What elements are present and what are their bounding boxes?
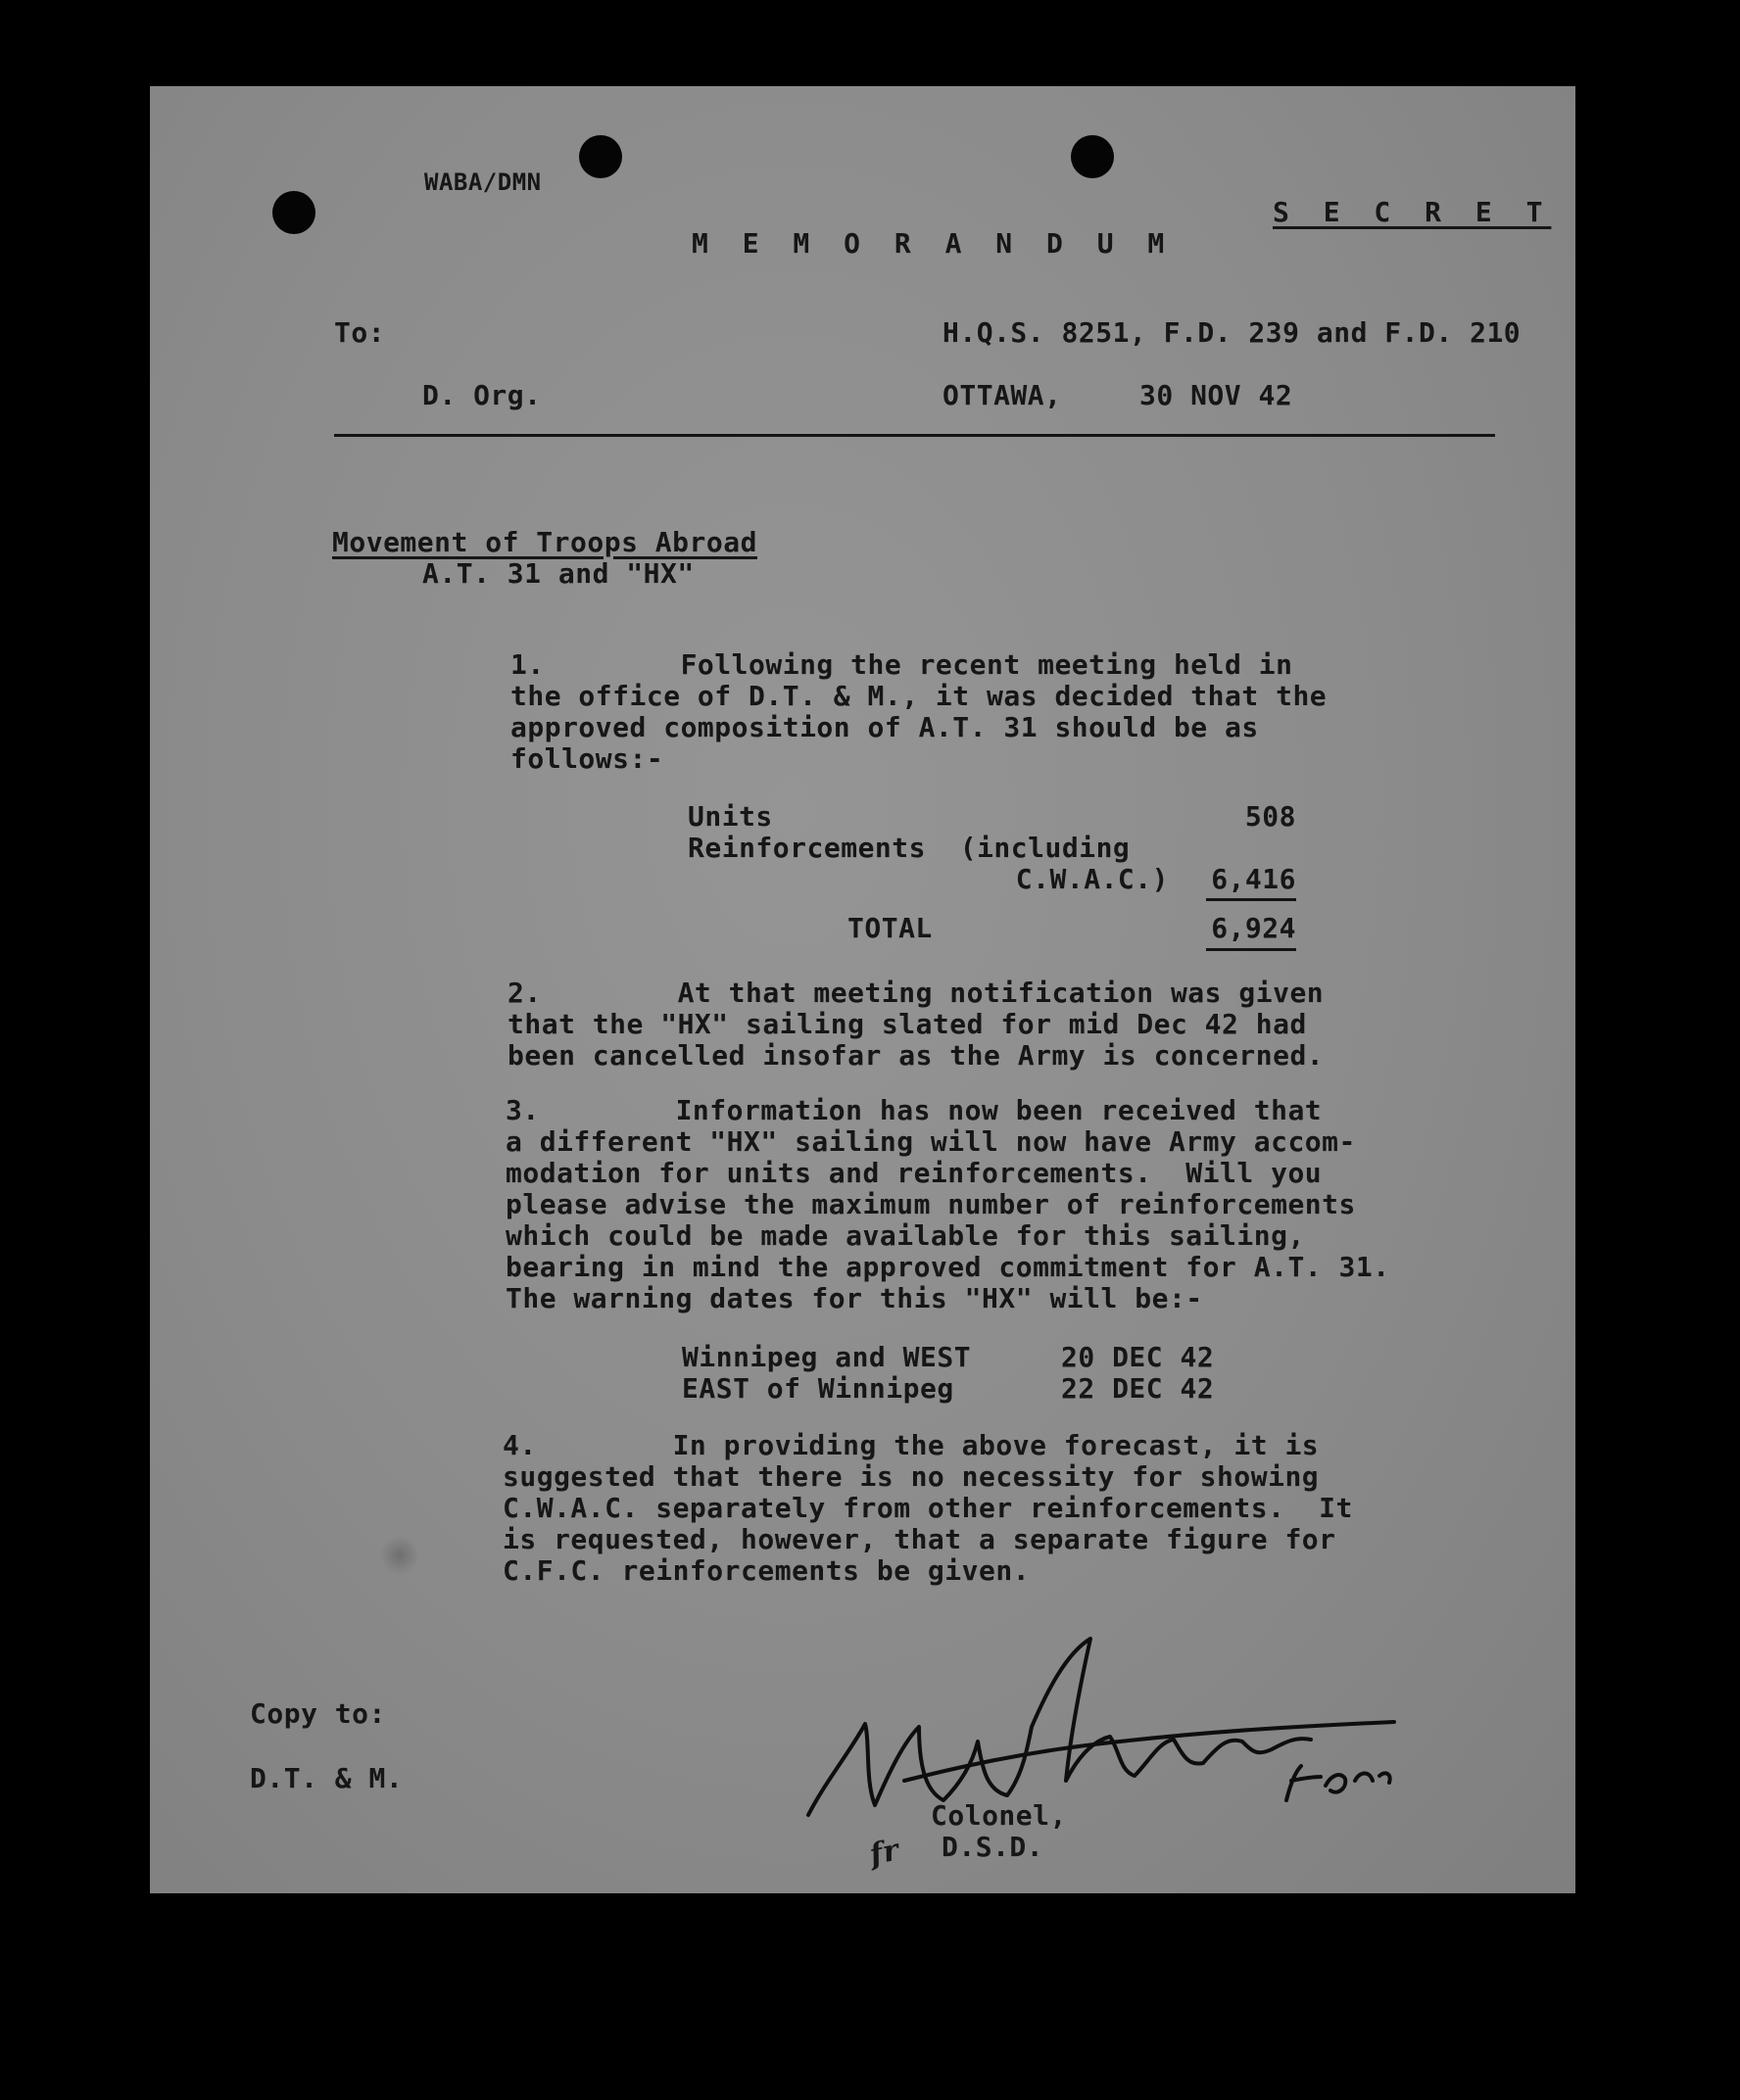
copy-to-value: D.T. & M. xyxy=(250,1762,404,1794)
header-divider xyxy=(334,434,1495,437)
para4-line: suggested that there is no necessity for showing xyxy=(503,1460,1320,1493)
signatory-office: D.S.D. xyxy=(942,1831,1044,1863)
reinforcements-label: Reinforcements (including xyxy=(688,832,1131,864)
para2-line: that the "HX" sailing slated for mid Dec 42 had xyxy=(508,1008,1307,1040)
place: OTTAWA, xyxy=(942,379,1062,411)
total-value: 6,924 xyxy=(1211,912,1296,944)
subject-title: Movement of Troops Abroad xyxy=(332,526,757,558)
signature-prefix: fr xyxy=(866,1833,902,1873)
para1-line: the office of D.T. & M., it was decided that the xyxy=(510,680,1328,712)
paper-smudge xyxy=(380,1536,419,1575)
signatory-rank: Colonel, xyxy=(931,1799,1067,1832)
warning-region: EAST of Winnipeg xyxy=(682,1372,954,1405)
para3-line: a different "HX" sailing will now have Army accom- xyxy=(506,1125,1356,1158)
para1-line: approved composition of A.T. 31 should be as xyxy=(510,711,1259,743)
handwritten-signature xyxy=(797,1634,1404,1859)
punch-hole-2 xyxy=(579,135,622,178)
signature-text xyxy=(1267,1835,1268,1836)
para4-line: 4. In providing the above forecast, it is xyxy=(503,1429,1320,1461)
subtotal-rule xyxy=(1206,898,1296,901)
copy-to-label: Copy to: xyxy=(250,1697,386,1730)
para3-line: 3. Information has now been received that xyxy=(506,1094,1323,1126)
reference-numbers: H.Q.S. 8251, F.D. 239 and F.D. 210 xyxy=(942,316,1522,349)
para4-line: is requested, however, that a separate figure for xyxy=(503,1523,1336,1555)
warning-date: 22 DEC 42 xyxy=(1061,1372,1215,1405)
subject-subtitle: A.T. 31 and "HX" xyxy=(422,557,695,590)
document-type: M E M O R A N D U M xyxy=(692,227,1174,260)
warning-region: Winnipeg and WEST xyxy=(682,1341,972,1373)
punch-hole-1 xyxy=(272,191,315,234)
para3-line: bearing in mind the approved commitment for A.T. 31. xyxy=(506,1251,1390,1283)
classification-label: S E C R E T xyxy=(1273,196,1552,228)
punch-hole-3 xyxy=(1071,135,1114,178)
addressee: D. Org. xyxy=(422,379,542,411)
units-label: Units xyxy=(688,800,773,833)
memo-page xyxy=(150,86,1575,1893)
para4-line: C.W.A.C. separately from other reinforcements. It xyxy=(503,1492,1353,1524)
date: 30 NOV 42 xyxy=(1139,379,1293,411)
para2-line: 2. At that meeting notification was given xyxy=(508,977,1325,1009)
total-rule xyxy=(1206,948,1296,951)
para3-line: modation for units and reinforcements. Will you xyxy=(506,1157,1323,1189)
reinforcements-value: 6,416 xyxy=(1211,863,1296,895)
para4-line: C.F.C. reinforcements be given. xyxy=(503,1554,1031,1587)
units-value: 508 xyxy=(1244,800,1296,833)
reinforcements-label-cont: C.W.A.C.) xyxy=(1015,863,1169,895)
para1-line: follows:- xyxy=(510,742,664,775)
to-label: To: xyxy=(334,316,386,349)
warning-date: 20 DEC 42 xyxy=(1061,1341,1215,1373)
para1-line: 1. Following the recent meeting held in xyxy=(510,648,1293,681)
para2-line: been cancelled insofar as the Army is concerned. xyxy=(508,1039,1325,1072)
para3-line: which could be made available for this sailing, xyxy=(506,1219,1305,1252)
file-reference: WABA/DMN xyxy=(424,168,542,196)
para3-line: The warning dates for this "HX" will be:- xyxy=(506,1282,1203,1314)
para3-line: please advise the maximum number of reinforcements xyxy=(506,1188,1356,1220)
total-label: TOTAL xyxy=(847,912,933,944)
